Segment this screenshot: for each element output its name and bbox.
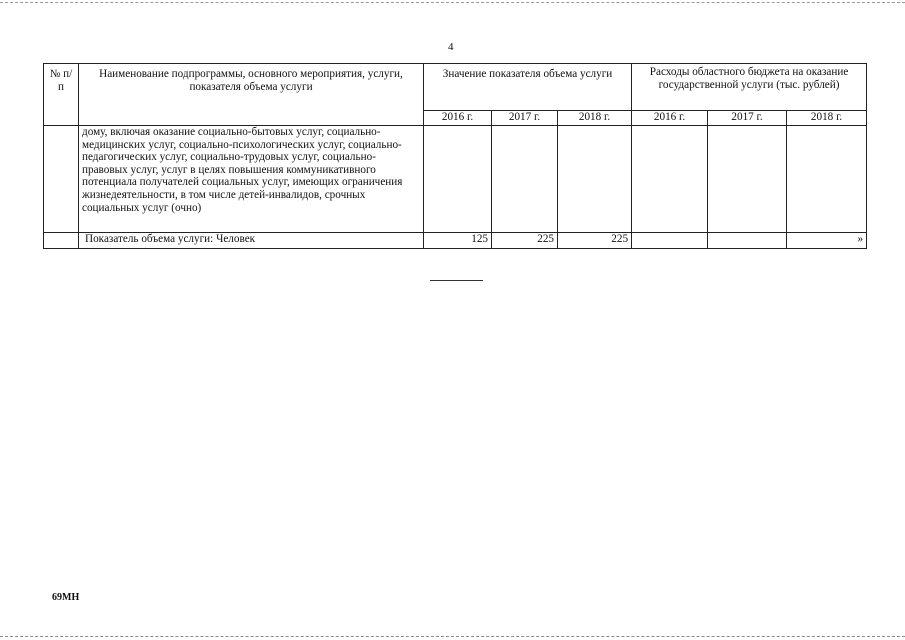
row-value: 225 [558, 233, 632, 249]
document-code: 69МН [52, 592, 80, 603]
row-expense [708, 126, 787, 233]
row-num [44, 126, 79, 233]
row-value [424, 126, 492, 233]
closing-quote: » [787, 233, 867, 249]
scan-edge-top [0, 2, 905, 3]
header-year: 2017 г. [492, 111, 558, 126]
row-name: дому, включая оказание социально-бытовых услуг, социально-медицинских услуг, социально-психологических услуг, социально-педагогических услуг, социально-трудовых услуг, социально-правовых услуг, услуг в целях повышения коммуникативного потенциала получателей социальных услуг, имеющих ограничения жизнедеятельности, в том числе детей-инвалидов, срочных социальных услуг (очно) [79, 126, 424, 233]
header-year: 2016 г. [632, 111, 708, 126]
header-year: 2017 г. [708, 111, 787, 126]
header-num-col: № п/п [44, 64, 79, 126]
header-expense-group: Расходы областного бюджета на оказание государственной услуги (тыс. рублей) [632, 64, 867, 111]
page-number: 4 [448, 41, 454, 53]
row-name: Показатель объема услуги: Человек [79, 233, 424, 249]
row-expense [708, 233, 787, 249]
row-expense [787, 126, 867, 233]
row-value [558, 126, 632, 233]
table-row [44, 126, 867, 233]
header-name-col: Наименование подпрограммы, основного мероприятия, услуги, показателя объема услуги [79, 64, 424, 126]
header-year: 2018 г. [787, 111, 867, 126]
header-value-group: Значение показателя объема услуги [424, 64, 632, 111]
header-year: 2018 г. [558, 111, 632, 126]
scan-edge-bottom [0, 636, 905, 637]
row-expense [632, 233, 708, 249]
header-row [44, 64, 867, 111]
header-year: 2016 г. [424, 111, 492, 126]
row-value: 125 [424, 233, 492, 249]
row-value: 225 [492, 233, 558, 249]
row-num [44, 233, 79, 249]
budget-table [43, 63, 867, 249]
row-value [492, 126, 558, 233]
table-row [44, 233, 867, 249]
row-expense [632, 126, 708, 233]
footer-rule [430, 280, 483, 281]
